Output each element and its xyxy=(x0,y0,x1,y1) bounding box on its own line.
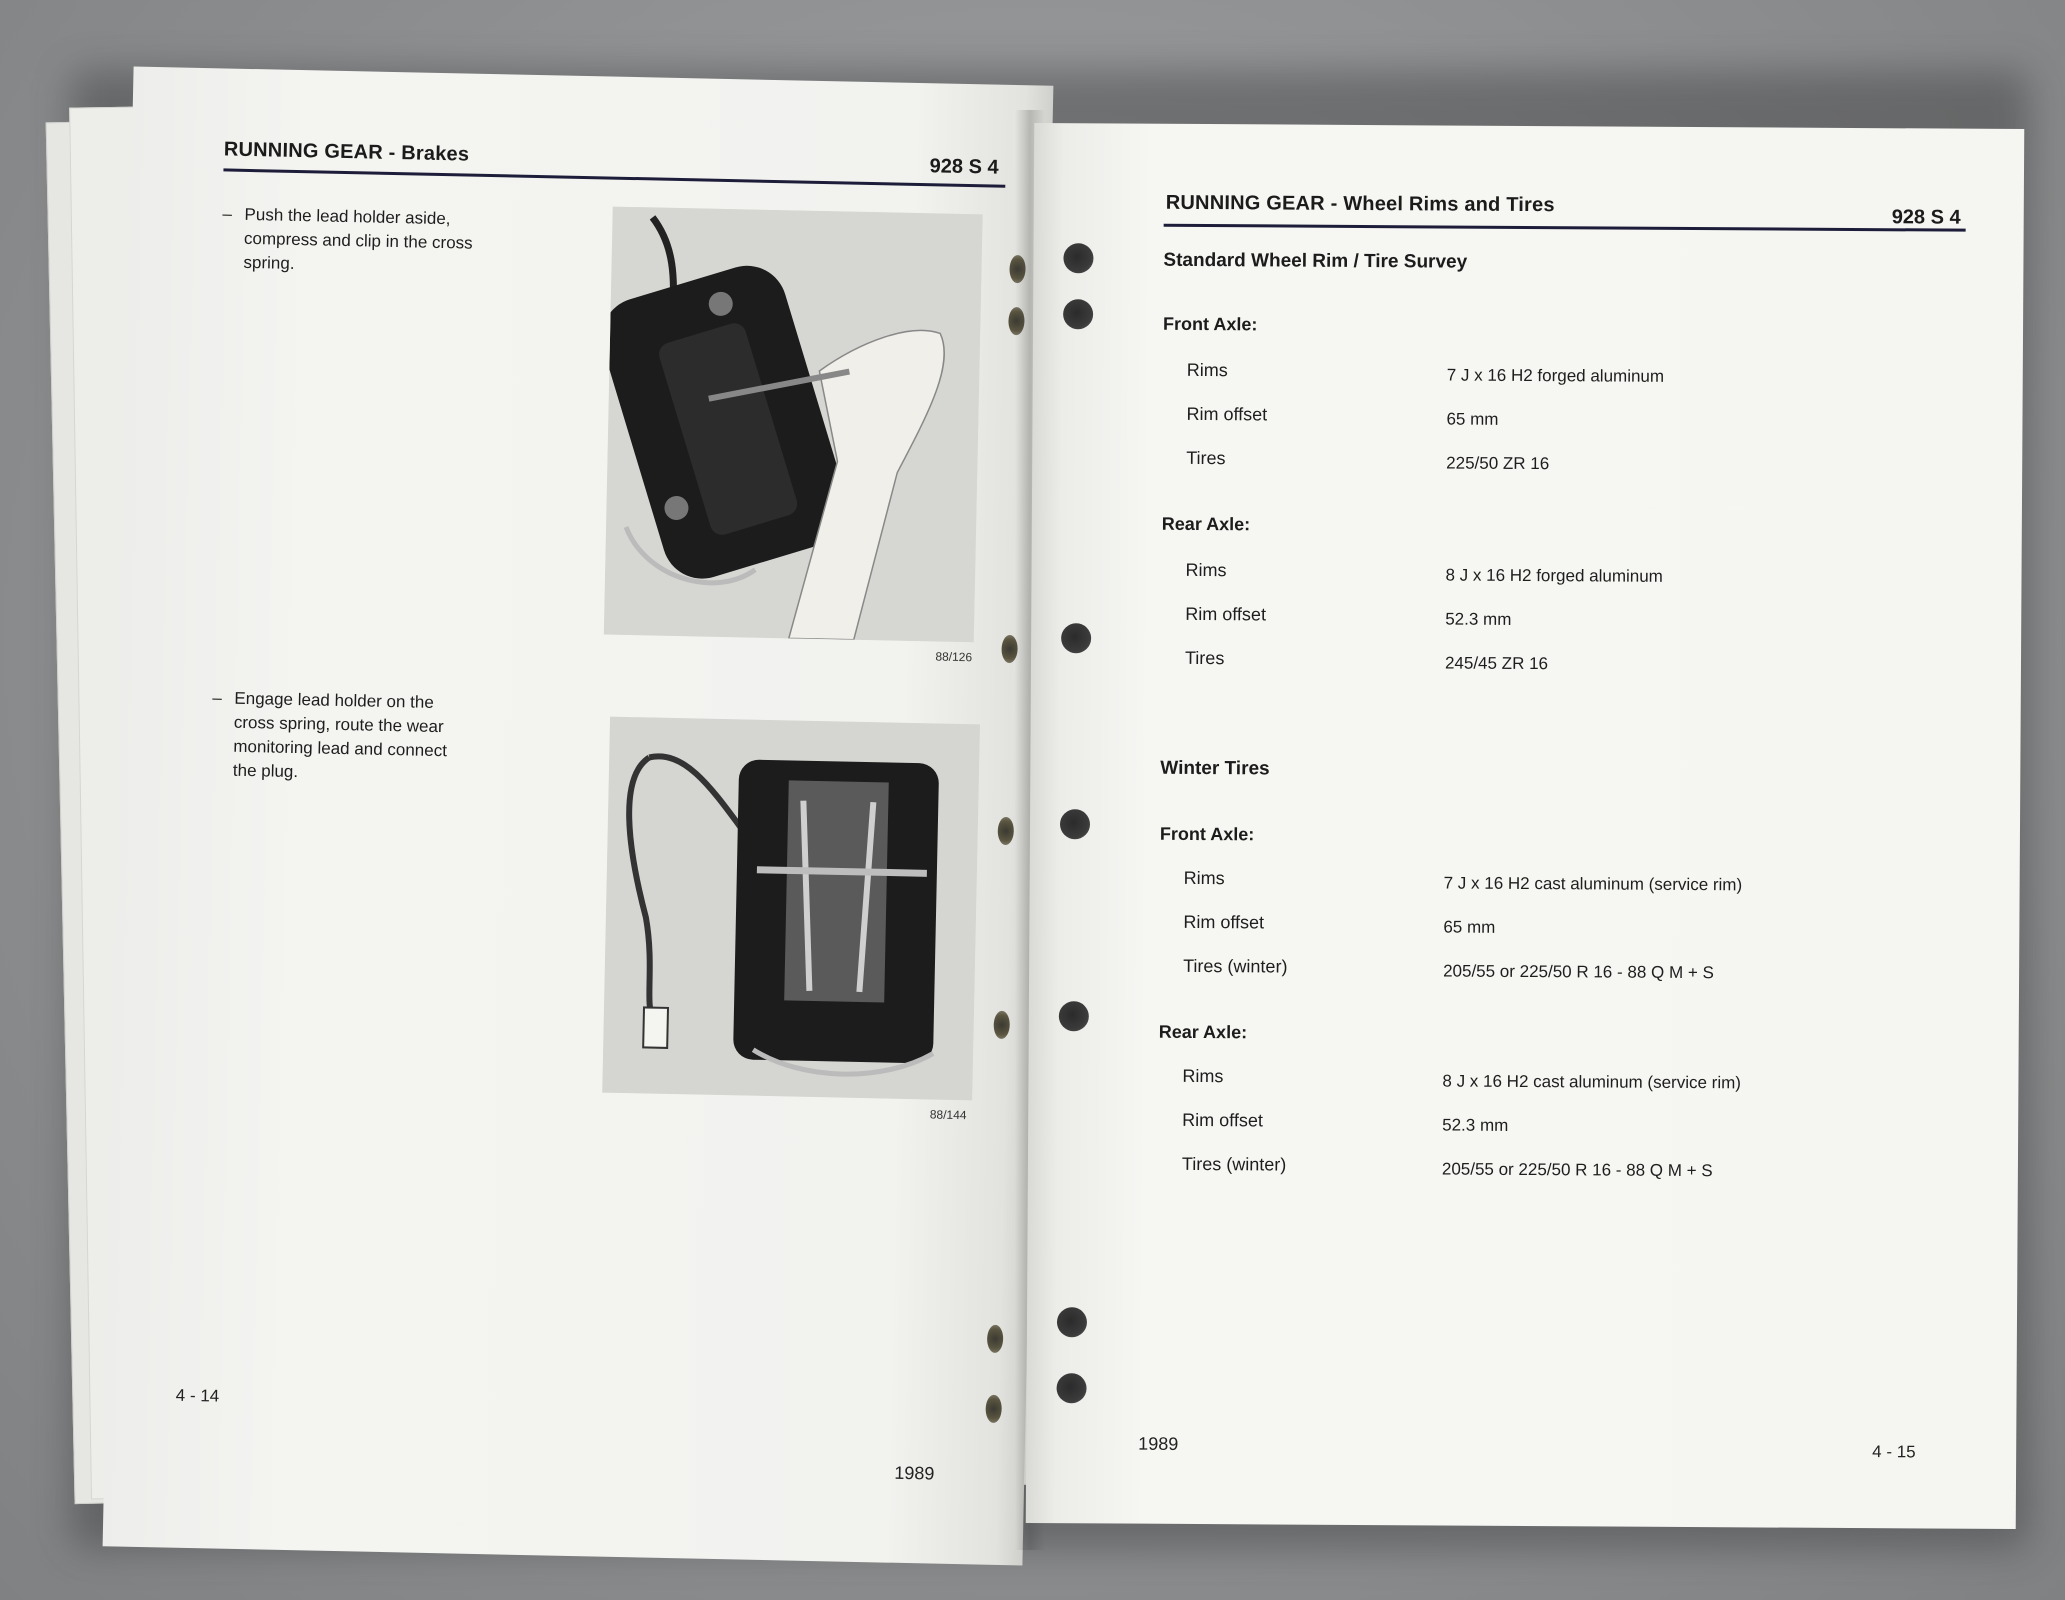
spec-value: 205/55 or 225/50 R 16 - 88 Q M + S xyxy=(1441,1159,1713,1181)
page-number: 4 - 14 xyxy=(175,1385,220,1406)
spec-label: Tires xyxy=(1184,647,1225,669)
header-rule xyxy=(223,168,1005,187)
spec-label: Rim offset xyxy=(1183,911,1265,933)
axle-heading: Front Axle: xyxy=(1159,823,1255,845)
axle-heading: Rear Axle: xyxy=(1161,513,1251,535)
binder-hole xyxy=(997,817,1014,845)
spec-value: 245/45 ZR 16 xyxy=(1444,653,1549,674)
spec-value: 65 mm xyxy=(1443,917,1496,937)
axle-heading: Rear Axle: xyxy=(1158,1021,1248,1043)
figure-number: 88/126 xyxy=(935,649,973,665)
binder-hole xyxy=(993,1011,1010,1039)
spec-value: 225/50 ZR 16 xyxy=(1446,453,1550,474)
binder-hole xyxy=(985,1395,1002,1423)
spec-label: Rim offset xyxy=(1185,603,1267,625)
spec-value: 52.3 mm xyxy=(1442,1115,1509,1135)
page-number: 4 - 15 xyxy=(1872,1442,1916,1462)
binder-hole xyxy=(1056,1373,1086,1403)
spec-value: 7 J x 16 H2 cast aluminum (service rim) xyxy=(1443,873,1743,895)
spec-value: 8 J x 16 H2 forged aluminum xyxy=(1445,565,1663,586)
left-header-model: 928 S 4 xyxy=(929,155,999,179)
step-dash: – xyxy=(222,204,233,224)
left-page xyxy=(103,67,1054,1566)
spec-label: Rims xyxy=(1182,1065,1224,1087)
figure-number: 88/144 xyxy=(929,1107,967,1123)
brake-caliper-photo xyxy=(604,207,983,643)
binder-hole xyxy=(1061,623,1091,653)
header-rule xyxy=(1164,224,1966,232)
right-header-model: 928 S 4 xyxy=(1891,206,1961,229)
right-header-title: RUNNING GEAR - Wheel Rims and Tires xyxy=(1165,191,1555,217)
spec-value: 65 mm xyxy=(1446,409,1499,429)
binder-hole xyxy=(1057,1307,1087,1337)
section-title: Winter Tires xyxy=(1160,757,1270,780)
spec-label: Rims xyxy=(1183,867,1225,889)
spec-label: Rim offset xyxy=(1182,1109,1263,1131)
step-text: Engage lead holder on the cross spring, route the wear monitoring lead and connect the plug. xyxy=(232,688,448,782)
spec-label: Rims xyxy=(1185,559,1227,581)
step-text: Push the lead holder aside, compress and clip in the cross spring. xyxy=(243,204,473,273)
step-dash: – xyxy=(212,688,223,708)
spec-value: 7 J x 16 H2 forged aluminum xyxy=(1446,365,1665,386)
spec-value: 8 J x 16 H2 cast aluminum (service rim) xyxy=(1442,1071,1742,1093)
binder-hole xyxy=(987,1325,1004,1353)
brake-caliper-photo xyxy=(602,717,980,1101)
spec-label: Tires xyxy=(1186,447,1226,469)
spec-label: Rim offset xyxy=(1186,403,1268,425)
spec-label: Tires (winter) xyxy=(1181,1153,1287,1175)
binder-hole xyxy=(1063,299,1093,329)
right-page xyxy=(1026,123,2025,1529)
left-header-title: RUNNING GEAR - Brakes xyxy=(223,138,470,166)
binder-hole xyxy=(1063,243,1093,273)
binder-hole xyxy=(1059,1001,1089,1031)
binder-hole xyxy=(1060,809,1090,839)
spec-value: 205/55 or 225/50 R 16 - 88 Q M + S xyxy=(1443,961,1714,983)
year: 1989 xyxy=(894,1462,935,1484)
section-title: Standard Wheel Rim / Tire Survey xyxy=(1163,249,1468,273)
spec-label: Rims xyxy=(1186,359,1228,381)
spec-label: Tires (winter) xyxy=(1183,955,1288,977)
spec-value: 52.3 mm xyxy=(1445,609,1512,629)
year: 1989 xyxy=(1138,1433,1179,1454)
axle-heading: Front Axle: xyxy=(1163,313,1258,335)
